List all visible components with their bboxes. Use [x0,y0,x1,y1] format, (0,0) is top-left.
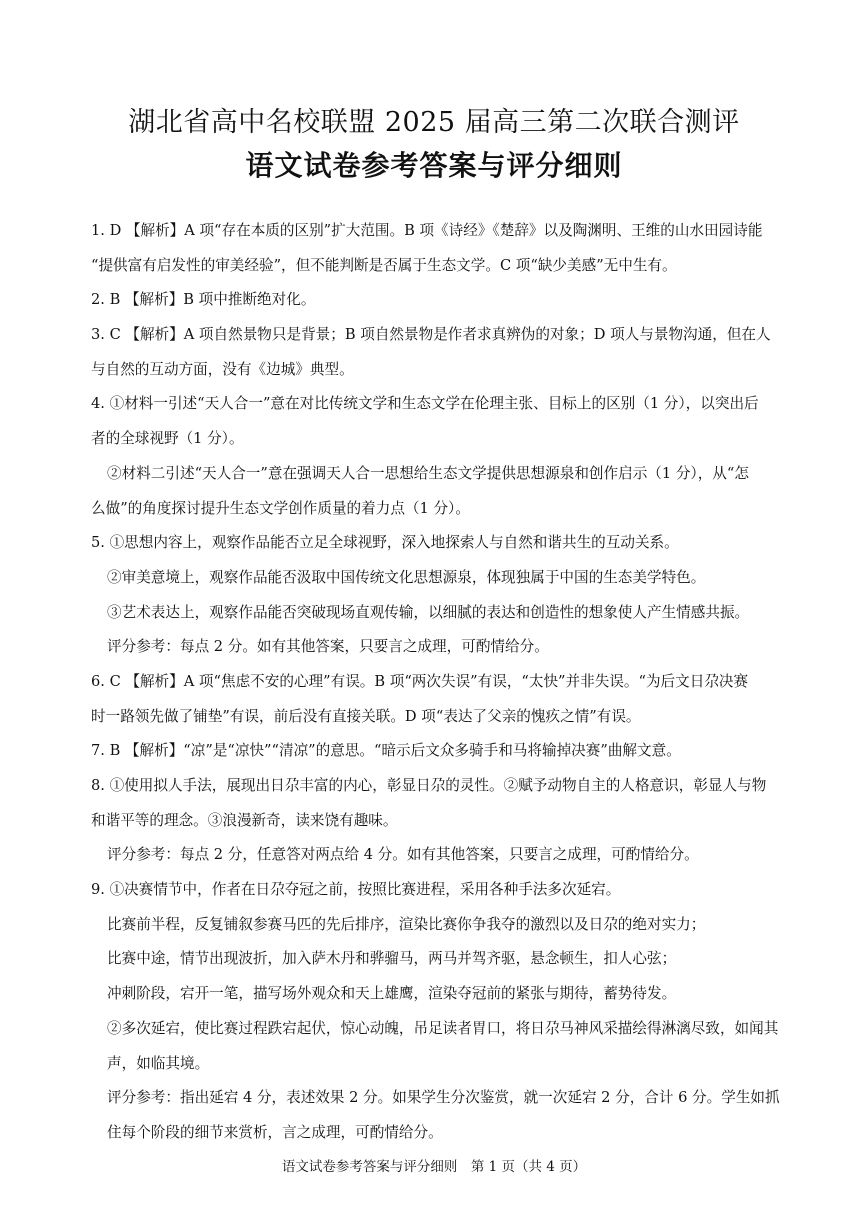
answer-line: 9. ①决赛情节中，作者在日尕夺冠之前，按照比赛进程，采用各种手法多次延宕。 [91,881,621,899]
answer-content [91,214,781,1151]
answer-line: 冲刺阶段，宕开一笔，描写场外观众和天上雄鹰，渲染夺冠前的紧张与期待，蓄势待发。 [107,985,677,1003]
scoring-note: 住每个阶段的细节来赏析，言之成理，可酌情给分。 [107,1123,443,1141]
answer-line: 6. C 【解析】A 项“焦虑不安的心理”有误。B 项“两次失误”有误，“太快”并非失误。“为后文日尕决赛 [91,672,749,690]
exam-title: 湖北省高中名校联盟 2025 届高三第二次联合测评 [128,107,740,138]
answer-line: 比赛前半程，反复铺叙参赛马匹的先后排序，渲染比赛你争我夺的激烈以及日尕的绝对实力； [107,915,706,933]
answer-line: 2. B 【解析】B 项中推断绝对化。 [91,291,316,309]
answer-line: 和谐平等的理念。③浪漫新奇，读来饶有趣味。 [91,811,398,829]
answer-line: 声，如临其境。 [107,1054,210,1072]
scoring-note: 评分参考：每点 2 分，任意答对两点给 4 分。如有其他答案，只要言之成理，可酌情给分。 [107,846,699,864]
answer-line: 么做”的角度探讨提升生态文学创作质量的着力点（1 分）。 [91,499,470,517]
scoring-note: 评分参考：指出延宕 4 分，表述效果 2 分。如果学生分次鉴赏，就一次延宕 2 分，合计 6 分。学生如抓 [107,1089,780,1107]
answer-line: 5. ①思想内容上，观察作品能否立足全球视野，深入地探索人与自然和谐共生的互动关系。 [91,534,679,552]
answer-line: ②审美意境上，观察作品能否汲取中国传统文化思想源泉，体现独属于中国的生态美学特色。 [107,568,706,586]
answer-line: 时一路领先做了铺垫”有误，前后没有直接关联。D 项“表达了父亲的愧疚之情”有误。 [91,707,641,725]
answer-line: ②多次延宕，使比赛过程跌宕起伏，惊心动魄，吊足读者胃口，将日尕马神风采描绘得淋漓尽致，如闻其 [107,1019,779,1037]
answer-line: 比赛中途，情节出现波折，加入萨木丹和骅骝马，两马并驾齐驱，悬念顿生，扣人心弦； [107,950,677,968]
answer-line: “提供富有启发性的审美经验”，但不能判断是否属于生态文学。C 项“缺少美感”无中生有。 [91,256,677,274]
answer-line: ③艺术表达上，观察作品能否突破现场直观传输，以细腻的表达和创造性的想象使人产生情感共振。 [107,603,750,621]
answer-line: 8. ①使用拟人手法，展现出日尕丰富的内心，彰显日尕的灵性。②赋予动物自主的人格意识，彰显人与物 [91,777,767,794]
answer-line: 1. D 【解析】A 项“存在本质的区别”扩大范围。B 项《诗经》《楚辞》以及陶渊明、王维的山水田园诗能 [91,222,763,239]
document-subtitle: 语文试卷参考答案与评分细则 [245,149,623,182]
page-footer: 语文试卷参考答案与评分细则 第 1 页（共 4 页） [281,1159,587,1175]
answer-line: 7. B 【解析】“凉”是“凉快”“清凉”的意思。“暗示后文众多骑手和马将输掉决赛”曲解文意。 [91,742,681,760]
answer-line: ②材料二引述“天人合一”意在强调天人合一思想给生态文学提供思想源泉和创作启示（1 分），从“怎 [107,464,749,482]
scoring-note: 评分参考：每点 2 分。如有其他答案，只要言之成理，可酌情给分。 [107,638,549,656]
answer-line: 者的全球视野（1 分）。 [91,430,244,448]
answer-line: 4. ①材料一引述“天人合一”意在对比传统文学和生态文学在伦理主张、目标上的区别（1 分），以突出后 [91,395,759,413]
answer-line: 3. C 【解析】A 项自然景物只是背景；B 项自然景物是作者求真辨伪的对象；D 项人与景物沟通，但在人 [91,326,771,344]
answer-line: 与自然的互动方面，没有《边城》典型。 [91,360,354,378]
